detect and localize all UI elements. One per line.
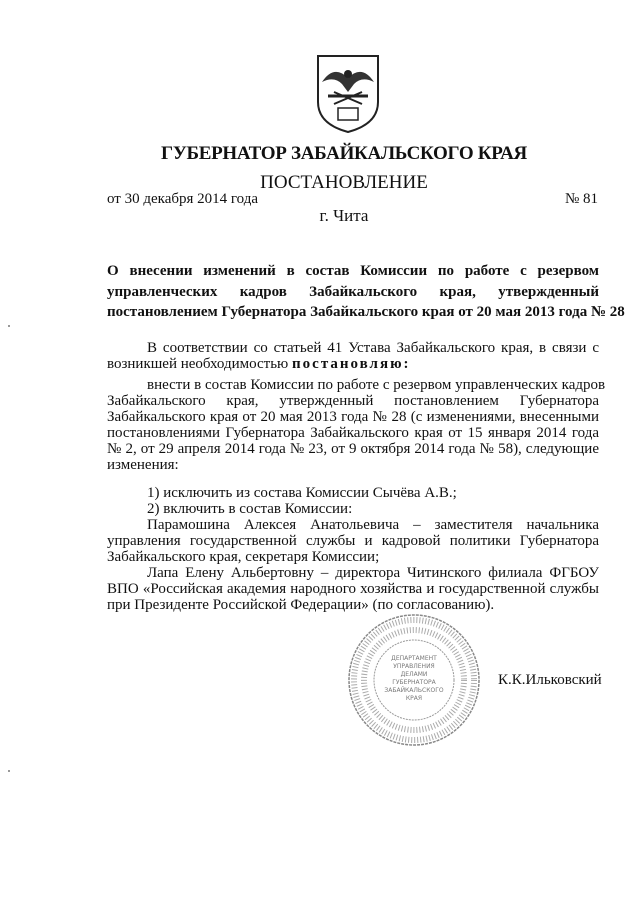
stamp-text: ДЕПАРТАМЕНТ <box>391 655 437 662</box>
body-line: Забайкальского края, утвержденный постановлением Губернатора <box>107 393 599 409</box>
preamble-line: В соответствии со статьей 41 Устава Забайкальского края, в связи с <box>147 340 599 356</box>
list-item: Лапа Елену Альбертовну – директора Читинского филиала ФГБОУ <box>147 565 599 581</box>
list-item: при Президенте Российской Федерации» (по согласованию). <box>107 597 495 613</box>
heading-line: управленческих кадров Забайкальского края, утвержденный <box>107 283 599 300</box>
changes-list <box>107 485 599 613</box>
stamp-text: ДЕЛАМИ <box>400 671 428 678</box>
document-city: г. Чита <box>319 206 369 225</box>
authority-title: ГУБЕРНАТОР ЗАБАЙКАЛЬСКОГО КРАЯ <box>161 143 527 164</box>
scan-mark <box>8 770 10 772</box>
heading-line: постановлением Губернатора Забайкальского края от 20 мая 2013 года № 28 <box>107 304 625 320</box>
body-line: внести в состав Комиссии по работе с резервом управленческих кадров <box>147 377 606 393</box>
list-item: 2) включить в состав Комиссии: <box>147 501 353 517</box>
stamp-text: УПРАВЛЕНИЯ <box>393 663 435 670</box>
stamp-text: ГУБЕРНАТОРА <box>392 679 436 686</box>
list-item: управления государственной службы и кадровой политики Губернатора <box>107 533 599 549</box>
list-item: Забайкальского края, секретаря Комиссии; <box>107 549 380 565</box>
preamble-text: возникшей необходимостью <box>107 356 293 372</box>
stamp-text: КРАЯ <box>405 695 423 702</box>
stamp-text: ЗАБАЙКАЛЬСКОГО <box>384 687 444 694</box>
body-line: Забайкальского края от 20 мая 2013 года № 28 (с изменениями, внесенными <box>107 409 599 425</box>
scan-mark <box>8 325 10 327</box>
official-stamp <box>346 612 482 748</box>
resolution-word: постановляю: <box>292 356 411 372</box>
body-line: постановлениями Губернатора Забайкальского края от 15 января 2014 года <box>107 425 599 441</box>
heading-line: О внесении изменений в состав Комиссии по работе с резервом <box>107 263 599 279</box>
document-type: ПОСТАНОВЛЕНИЕ <box>260 172 428 193</box>
list-item: 1) исключить из состава Комиссии Сычёва А.В.; <box>147 485 457 501</box>
document-date: от 30 декабря 2014 года <box>107 191 259 207</box>
body-paragraph <box>107 377 606 473</box>
body-line: изменения: <box>107 457 179 473</box>
signatory-name: К.К.Ильковский <box>498 672 602 688</box>
body-line: № 2, от 29 апреля 2014 года № 23, от 9 октября 2014 года № 58), следующие <box>107 441 599 457</box>
list-item: ВПО «Российская академия народного хозяйства и государственной службы <box>107 581 599 597</box>
document-heading <box>107 261 625 323</box>
document-number: № 81 <box>564 191 598 207</box>
list-item: Парамошина Алексея Анатольевича – заместителя начальника <box>147 517 599 533</box>
coat-of-arms-emblem <box>314 52 382 134</box>
preamble-paragraph <box>107 340 599 372</box>
